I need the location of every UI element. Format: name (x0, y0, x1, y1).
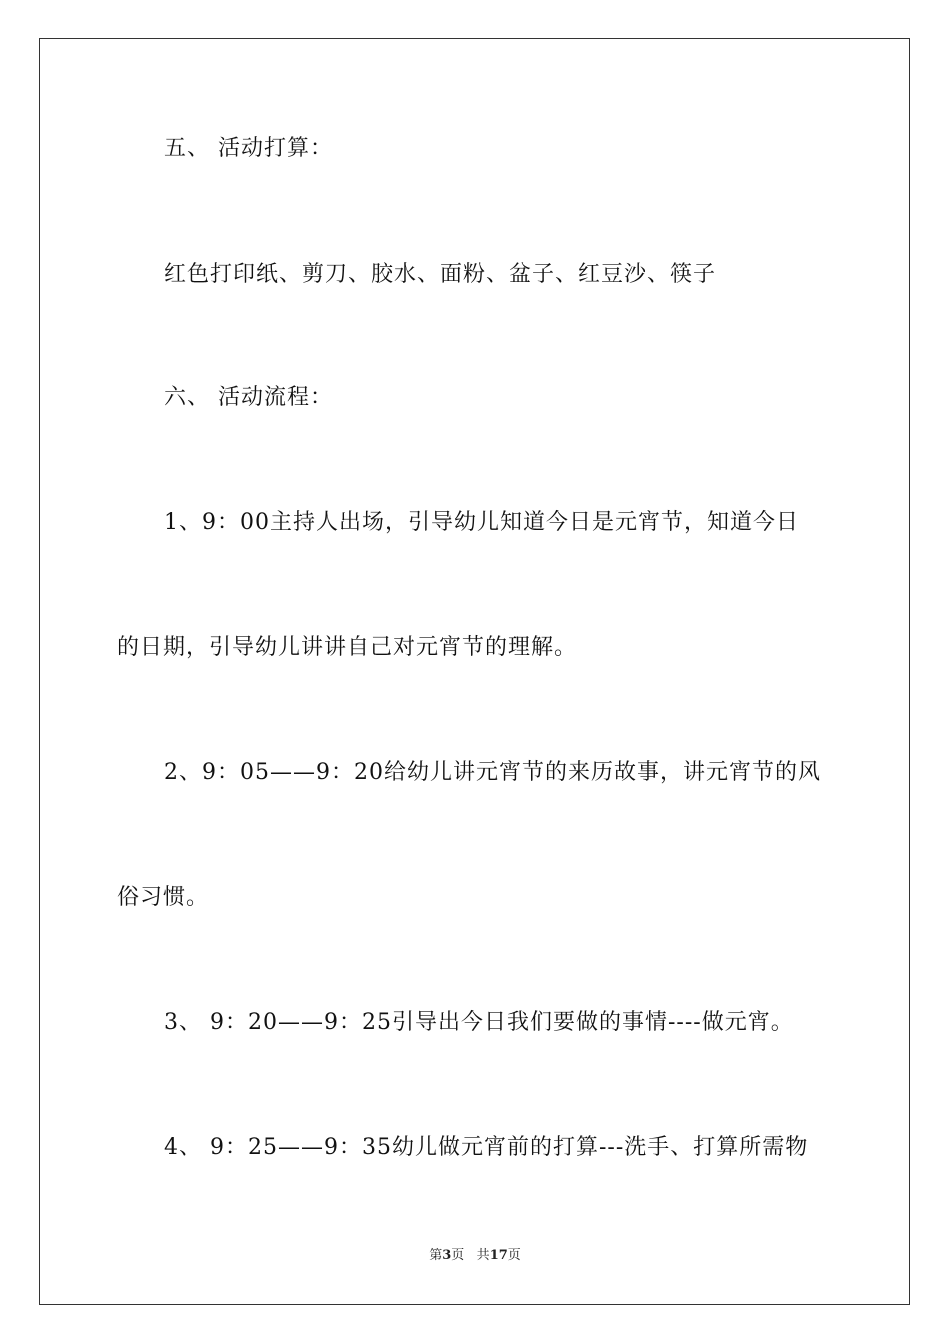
page-frame (39, 38, 910, 1305)
page-footer (0, 1247, 950, 1265)
section-heading-process: 六、 活动流程： (164, 385, 333, 410)
footer-total-suffix: 页 (507, 1248, 521, 1263)
process-step-2-line-2: 俗习惯。 (117, 885, 210, 910)
process-step-4: 4、 9：25——9：35幼儿做元宵前的打算---洗手、打算所需物 (164, 1135, 809, 1160)
footer-page-suffix: 页 (451, 1248, 465, 1263)
footer-total-pages: 17 (489, 1248, 508, 1263)
process-step-1-line-1: 1、9：00主持人出场，引导幼儿知道今日是元宵节，知道今日 (164, 510, 799, 535)
footer-page-number: 3 (442, 1248, 452, 1263)
process-step-1-line-2: 的日期，引导幼儿讲讲自己对元宵节的理解。 (117, 635, 578, 660)
process-step-3: 3、 9：20——9：25引导出今日我们要做的事情----做元宵。 (164, 1010, 794, 1035)
footer-page-prefix: 第 (429, 1248, 443, 1263)
footer-total-prefix: 共 (476, 1248, 490, 1263)
process-step-2-line-1: 2、9：05——9：20给幼儿讲元宵节的来历故事，讲元宵节的风 (164, 760, 821, 785)
materials-list: 红色打印纸、剪刀、胶水、面粉、盆子、红豆沙、筷子 (164, 262, 717, 287)
section-heading-materials: 五、 活动打算： (164, 136, 333, 161)
